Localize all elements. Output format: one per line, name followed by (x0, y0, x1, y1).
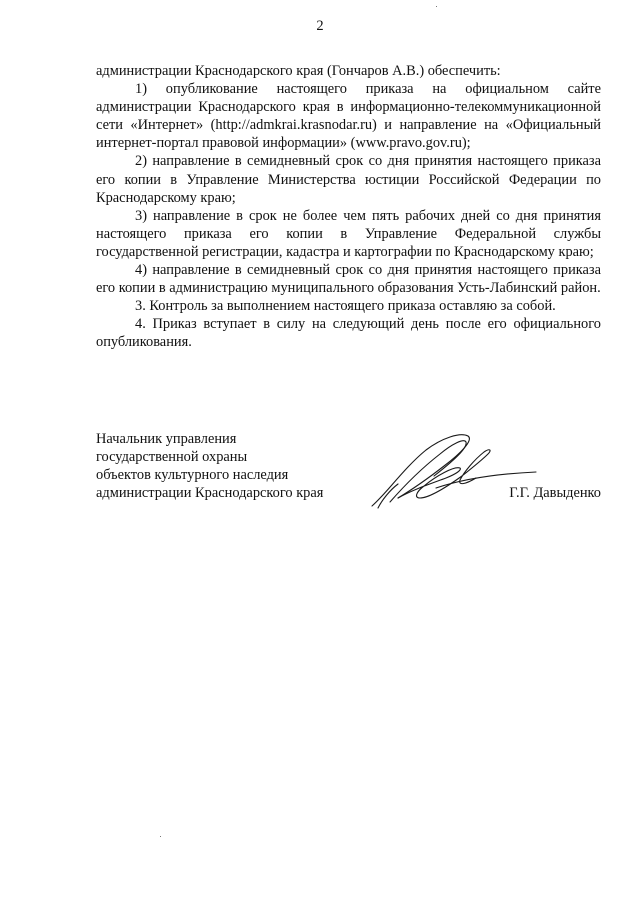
item-3-rosreestr: 3) направление в срок не более чем пять рабочих дней со дня принятия настоящего приказа его копии в Управление Федеральной службы государственной регистрации, кадастра и картографии по Краснодарскому краю; (96, 207, 601, 260)
signer-title-line: Начальник управления (96, 431, 237, 447)
signer-title-line: объектов культурного наследия (96, 467, 289, 484)
clause-4-entry-into-force: 4. Приказ вступает в силу на следующий день после его официального опубликования. (96, 316, 601, 351)
document-body (96, 62, 601, 352)
scan-speck (160, 836, 161, 837)
item-2-ministry-justice: 2) направление в семидневный срок со дня принятия настоящего приказа его копии в Управление Министерства юстиции Российской Федерации по Краснодарскому краю; (96, 153, 601, 206)
signer-title-line: государственной охраны (96, 449, 248, 466)
signature-block (96, 430, 601, 510)
scan-speck (436, 6, 437, 7)
page-number: 2 (316, 18, 324, 34)
clause-3-control: 3. Контроль за выполнением настоящего приказа оставляю за собой. (135, 298, 556, 315)
intro-paragraph: администрации Краснодарского края (Гончаров А.В.) обеспечить: (96, 63, 501, 79)
signer-title (96, 430, 323, 502)
item-4-municipality: 4) направление в семидневный срок со дня принятия настоящего приказа его копии в администрацию муниципального образования Усть-Лабинский район. (96, 262, 601, 297)
item-1-publication: 1) опубликование настоящего приказа на официальном сайте администрации Краснодарского края в информационно-телекоммуникационной сети «Интернет» (http://admkrai.krasnodar.ru) и направление на «Официальный интернет-портал правовой информации» (www.pravo.gov.ru); (96, 81, 601, 152)
signer-title-line: администрации Краснодарского края (96, 485, 324, 502)
signer-name: Г.Г. Давыденко (509, 485, 601, 501)
